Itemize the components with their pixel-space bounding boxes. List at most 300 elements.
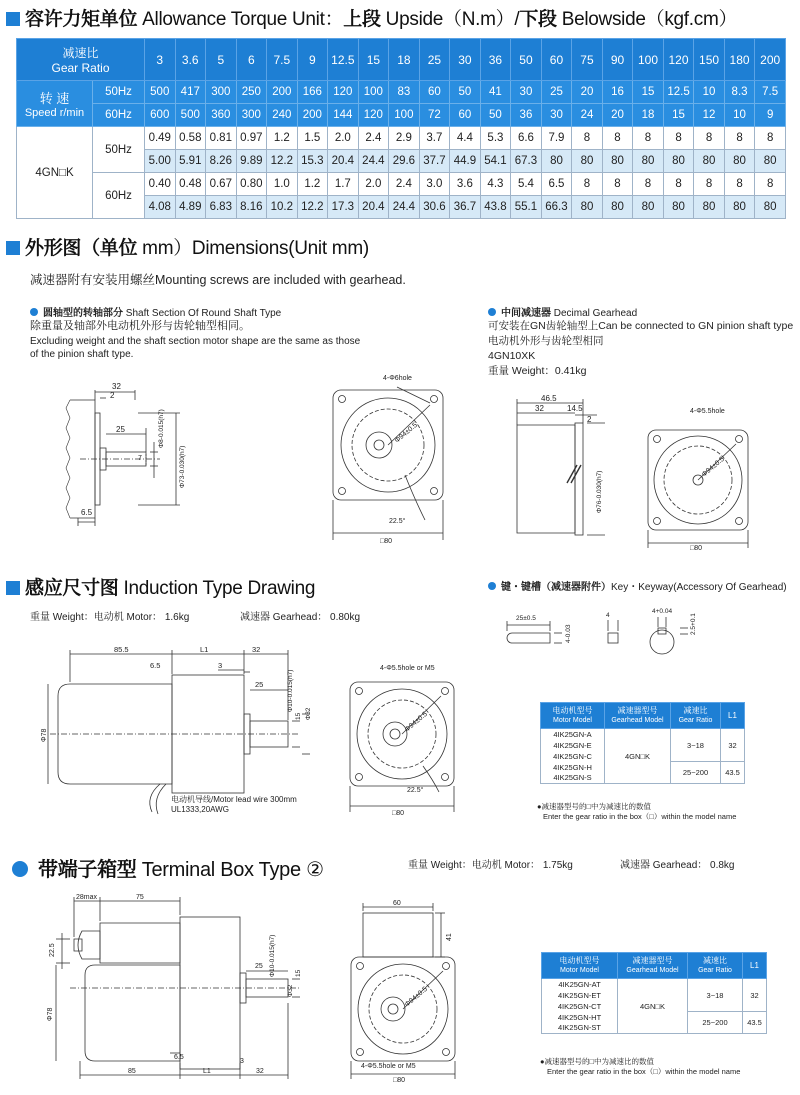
gearhead-model-cell: 4GN□K <box>618 979 688 1034</box>
ratio-cell: 25 <box>419 39 450 81</box>
decimal-desc-2: 电动机外形与齿轮型相同 <box>488 335 604 347</box>
torque-cell: 67.3 <box>511 150 542 173</box>
tb-4phi55: 4-Φ5.5hole or M5 <box>361 1063 416 1070</box>
torque-cell: 0.97 <box>236 127 267 150</box>
tb-15: 15 <box>295 969 302 977</box>
header-cn: 电动机型号 <box>552 705 593 715</box>
torque-cell: 8 <box>663 173 694 196</box>
torque-cell: 24.4 <box>389 196 420 219</box>
l1-cell: 32 <box>721 729 745 762</box>
round-shaft-desc-cn: 除重量及轴部外电动机外形与齿轮轴型相同。 <box>30 320 250 332</box>
torque-cell: 8 <box>572 127 603 150</box>
speed-cell: 300 <box>206 81 237 104</box>
motor-model-cell: 4IK25GN-ET <box>542 990 618 1001</box>
header-en: Motor Model <box>553 716 592 724</box>
torque-cell: 66.3 <box>541 196 572 219</box>
model-table-header <box>743 953 767 979</box>
model-table-header <box>541 703 605 729</box>
dim-sq80: □80 <box>380 538 393 545</box>
speed-cell: 60 <box>450 104 481 127</box>
ratio-cell: 5 <box>206 39 237 81</box>
torque-cell: 0.58 <box>175 127 206 150</box>
key-2-5: 2.5+0.1 <box>690 613 697 635</box>
torque-cell: 4.3 <box>480 173 511 196</box>
torque-cell: 8 <box>694 127 725 150</box>
torque-cell: 24.4 <box>358 150 389 173</box>
motor-model-cell: 4IK25GN-ST <box>542 1023 618 1034</box>
ratio-cell: 90 <box>602 39 633 81</box>
torque-cell: 20.4 <box>328 150 359 173</box>
tb-28max: 28max <box>76 894 98 901</box>
speed-cell: 15 <box>633 81 664 104</box>
torque-cell: 0.49 <box>145 127 176 150</box>
torque-cell: 37.7 <box>419 150 450 173</box>
speed-cell: 7.5 <box>755 81 786 104</box>
speed-cell: 10 <box>724 104 755 127</box>
torque-cell: 2.0 <box>358 173 389 196</box>
motor-model-cell: 4IK25GN-H <box>541 762 605 773</box>
torque-cell: 8 <box>755 127 786 150</box>
key-4a: 4-0.03 <box>565 624 572 643</box>
bullet-icon <box>488 308 496 316</box>
torque-cell: 80 <box>755 150 786 173</box>
speed-cell: 417 <box>175 81 206 104</box>
torque-cell: 8 <box>572 173 603 196</box>
ratio-cell: 3 <box>145 39 176 81</box>
torque-cell: 4.08 <box>145 196 176 219</box>
ind-4phi55: 4-Φ5.5hole or M5 <box>380 665 435 672</box>
key-25: 25±0.5 <box>516 615 536 622</box>
torque-cell: 8 <box>755 173 786 196</box>
bullet-icon <box>30 308 38 316</box>
torque-cell: 17.3 <box>328 196 359 219</box>
section-bullet-icon <box>12 861 28 877</box>
dim-32: 32 <box>112 382 121 391</box>
speed-cell: 200 <box>267 81 298 104</box>
model-note-en-2: Enter the gear ratio in the box（□）within the model name <box>547 1067 741 1076</box>
ind-15: 15 <box>295 712 302 720</box>
torque-cell: 12.2 <box>267 150 298 173</box>
torque-cell: 8 <box>663 127 694 150</box>
decimal-gearhead-heading: 中间减速器 Decimal Gearhead <box>488 304 637 319</box>
key-4b: 4 <box>606 612 610 619</box>
speed-cell: 50 <box>480 104 511 127</box>
dim-phi94b: Φ94±0.5 <box>700 455 726 479</box>
decimal-side-drawing <box>505 395 615 535</box>
torque-cell: 1.0 <box>267 173 298 196</box>
model-table-1 <box>540 702 745 784</box>
ind-phi94: Φ94±0.5 <box>403 710 429 734</box>
dim-phi73: Φ73-0.030(h7) <box>179 445 186 488</box>
model-table-2 <box>541 952 767 1034</box>
speed-cell: 8.3 <box>724 81 755 104</box>
ratio-cell: 150 <box>694 39 725 81</box>
ratio-cell: 12.5 <box>328 39 359 81</box>
speed-cell: 24 <box>572 104 603 127</box>
speed-cell: 500 <box>175 104 206 127</box>
torque-cell: 8 <box>724 127 755 150</box>
induction-title: 感应尺寸图 Induction Type Drawing <box>6 573 315 600</box>
speed-cell: 144 <box>328 104 359 127</box>
model-table-header <box>605 703 671 729</box>
ratio-cell: 3.6 <box>175 39 206 81</box>
speed-label <box>17 81 93 127</box>
ratio-cell: 120 <box>663 39 694 81</box>
header-en: Gear Ratio <box>678 716 713 724</box>
tb-32: 32 <box>256 1068 264 1075</box>
ratio-cell: 36 <box>480 39 511 81</box>
dim-phi94: Φ94±0.5 <box>393 421 419 445</box>
hz-torque-label: 60Hz <box>93 173 145 219</box>
ratio-cell: 100 <box>633 39 664 81</box>
torque-cell: 7.9 <box>541 127 572 150</box>
speed-cell: 25 <box>541 81 572 104</box>
ind-sq80: □80 <box>392 810 405 817</box>
dim-6-5: 6.5 <box>81 508 93 517</box>
torque-cell: 6.5 <box>541 173 572 196</box>
l1-cell: 43.5 <box>721 762 745 784</box>
model-note-en-1: Enter the gear ratio in the box（□）within the model name <box>543 812 737 821</box>
torque-cell: 80 <box>602 196 633 219</box>
screws-note: 减速器附有安装用螺丝Mounting screws are included with gearhead. <box>30 273 406 287</box>
torque-cell: 5.3 <box>480 127 511 150</box>
torque-cell: 80 <box>724 150 755 173</box>
tb-phi32: Φ32 <box>287 984 294 997</box>
tb-25: 25 <box>255 963 263 970</box>
torque-cell: 80 <box>694 196 725 219</box>
torque-cell: 1.7 <box>328 173 359 196</box>
tb-75: 75 <box>136 894 144 901</box>
ind-85-5: 85.5 <box>114 645 129 654</box>
speed-cell: 16 <box>602 81 633 104</box>
motor-model-cell: 4IK25GN-E <box>541 740 605 751</box>
torque-cell: 6.83 <box>206 196 237 219</box>
motor-model-cell: 4IK25GN-CT <box>542 1001 618 1012</box>
header-cn: 减速器型号 <box>632 955 673 965</box>
speed-cell: 100 <box>358 81 389 104</box>
torque-cell: 20.4 <box>358 196 389 219</box>
torque-cell: 80 <box>724 196 755 219</box>
header-cn: 电动机型号 <box>559 955 600 965</box>
tb-L1: L1 <box>203 1068 211 1075</box>
tb-phi10: Φ10-0.015(h7) <box>269 934 276 977</box>
terminal-weight-gear: 减速器 Gearhead： 0.8kg <box>620 860 735 871</box>
torque-cell: 9.89 <box>236 150 267 173</box>
gearhead-model-cell: 4GN□K <box>605 729 671 784</box>
speed-cell: 10 <box>694 81 725 104</box>
decimal-weight: 重量 Weight：0.41kg <box>488 365 587 377</box>
torque-cell: 8 <box>633 173 664 196</box>
section-square-icon <box>6 12 20 26</box>
ind-6-5: 6.5 <box>150 661 161 670</box>
torque-cell: 12.2 <box>297 196 328 219</box>
l1-cell: 32 <box>743 979 767 1012</box>
speed-cell: 166 <box>297 81 328 104</box>
torque-cell: 44.9 <box>450 150 481 173</box>
torque-cell: 54.1 <box>480 150 511 173</box>
torque-cell: 8 <box>633 127 664 150</box>
speed-cell: 60 <box>419 81 450 104</box>
speed-cell: 100 <box>389 104 420 127</box>
round-shaft-drawing <box>50 378 210 528</box>
torque-cell: 80 <box>633 150 664 173</box>
tb-phi94: Φ94±0.5 <box>403 985 429 1009</box>
decimal-model: 4GN10XK <box>488 350 536 362</box>
torque-cell: 4.89 <box>175 196 206 219</box>
ind-32: 32 <box>252 645 261 654</box>
torque-cell: 2.4 <box>358 127 389 150</box>
ratio-cell: 7.5 <box>267 39 298 81</box>
speed-cell: 9 <box>755 104 786 127</box>
ratio-range-cell: 3~18 <box>671 729 721 762</box>
tb-phi78: Φ78 <box>47 1007 54 1021</box>
header-cn: L1 <box>728 710 737 720</box>
model-label: 4GN□K <box>17 127 93 219</box>
torque-cell: 1.5 <box>297 127 328 150</box>
terminal-side-drawing <box>40 893 310 1083</box>
torque-cell: 5.00 <box>145 150 176 173</box>
dim-sq80b: □80 <box>690 545 703 552</box>
speed-cell: 12 <box>694 104 725 127</box>
l1-cell: 43.5 <box>743 1012 767 1034</box>
dimensions-title: 外形图（单位 mm）Dimensions(Unit mm) <box>6 233 369 260</box>
dim-7: 7 <box>138 455 142 462</box>
decimal-front-drawing <box>640 400 760 550</box>
model-table-header <box>542 953 618 979</box>
decimal-desc-1: 可安装在GN齿轮轴型上Can be connected to GN pinion shaft type <box>488 320 794 332</box>
dim-phi8: Φ8-0.015(h7) <box>158 409 165 448</box>
torque-cell: 0.81 <box>206 127 237 150</box>
ratio-cell: 15 <box>358 39 389 81</box>
ratio-cell: 60 <box>541 39 572 81</box>
speed-cell: 600 <box>145 104 176 127</box>
model-table-header <box>721 703 745 729</box>
speed-cell: 20 <box>602 104 633 127</box>
speed-cn: 转 速 <box>39 91 70 106</box>
torque-cell: 55.1 <box>511 196 542 219</box>
lead-wire-label-2: UL1333,20AWG <box>171 805 229 814</box>
torque-cell: 1.2 <box>297 173 328 196</box>
torque-cell: 8 <box>602 127 633 150</box>
speed-cell: 36 <box>511 104 542 127</box>
terminal-title: 带端子箱型 Terminal Box Type ② <box>12 853 324 882</box>
model-table-header <box>671 703 721 729</box>
hz-60-speed: 60Hz <box>93 104 145 127</box>
section-square-icon <box>6 581 20 595</box>
dim-14-5: 14.5 <box>567 404 583 413</box>
key-heading: 键・键槽（减速器附件）Key・Keyway(Accessory Of Gearhead) <box>488 578 787 593</box>
torque-cell: 3.0 <box>419 173 450 196</box>
speed-cell: 15 <box>663 104 694 127</box>
ind-phi10: Φ10-0.015(h7) <box>287 669 294 712</box>
ind-3: 3 <box>218 661 223 670</box>
dim-2: 2 <box>110 391 115 400</box>
speed-cell: 12.5 <box>663 81 694 104</box>
key-4c: 4+0.04 <box>652 608 673 615</box>
terminal-front-drawing <box>343 897 463 1082</box>
torque-cell: 0.67 <box>206 173 237 196</box>
torque-cell: 5.91 <box>175 150 206 173</box>
tb-sq80: □80 <box>393 1077 406 1084</box>
induction-front-drawing <box>345 660 465 820</box>
model-table-header <box>618 953 688 979</box>
speed-cell: 120 <box>328 81 359 104</box>
hz-50-speed: 50Hz <box>93 81 145 104</box>
header-cn: 减速比 <box>703 955 727 965</box>
torque-cell: 3.6 <box>450 173 481 196</box>
ind-phi78: Φ78 <box>41 728 48 742</box>
torque-cell: 2.4 <box>389 173 420 196</box>
ratio-cell: 30 <box>450 39 481 81</box>
tb-22-5: 22.5 <box>49 943 56 957</box>
ratio-cell: 9 <box>297 39 328 81</box>
motor-model-cell: 4IK25GN-C <box>541 751 605 762</box>
torque-cell: 80 <box>755 196 786 219</box>
header-cn: L1 <box>750 960 759 970</box>
speed-cell: 50 <box>450 81 481 104</box>
torque-cell: 80 <box>572 150 603 173</box>
torque-cell: 80 <box>633 196 664 219</box>
model-note-cn-2: ●减速器型号的□中为减速比的数值 <box>540 1057 655 1066</box>
section-square-icon <box>6 241 20 255</box>
ratio-range-cell: 25~200 <box>688 1012 743 1034</box>
speed-cell: 360 <box>206 104 237 127</box>
torque-cell: 0.40 <box>145 173 176 196</box>
round-shaft-desc-en1: Excluding weight and the shaft section motor shape are the same as those <box>30 336 361 347</box>
header-en: Gearhead Model <box>611 716 664 724</box>
torque-cell: 8.16 <box>236 196 267 219</box>
dim-2b: 2 <box>587 415 592 424</box>
tb-6-5: 6.5 <box>174 1054 184 1061</box>
torque-cell: 80 <box>663 196 694 219</box>
torque-cell: 80 <box>694 150 725 173</box>
round-shaft-desc-en2: of the pinion shaft type. <box>30 349 134 360</box>
torque-cell: 1.2 <box>267 127 298 150</box>
ratio-cell: 180 <box>724 39 755 81</box>
speed-cell: 30 <box>541 104 572 127</box>
torque-cell: 3.7 <box>419 127 450 150</box>
torque-cell: 2.0 <box>328 127 359 150</box>
ratio-range-cell: 25~200 <box>671 762 721 784</box>
speed-en: Speed r/min <box>24 107 85 119</box>
torque-cell: 80 <box>663 150 694 173</box>
torque-cell: 80 <box>541 150 572 173</box>
torque-cell: 6.6 <box>511 127 542 150</box>
ind-25: 25 <box>255 680 264 689</box>
motor-model-cell: 4IK25GN-HT <box>542 1012 618 1023</box>
header-en: Gear Ratio <box>698 966 732 974</box>
speed-cell: 120 <box>358 104 389 127</box>
front-view-drawing-1 <box>325 365 455 545</box>
torque-cell: 5.4 <box>511 173 542 196</box>
speed-cell: 300 <box>236 104 267 127</box>
torque-cell: 8 <box>602 173 633 196</box>
header-cn: 减速比 <box>683 705 708 715</box>
terminal-weight-motor: 重量 Weight：电动机 Motor： 1.75kg <box>408 860 573 871</box>
speed-cell: 500 <box>145 81 176 104</box>
gear-ratio-cn: 减速比 <box>62 46 99 60</box>
torque-cell: 80 <box>572 196 603 219</box>
hz-torque-label: 50Hz <box>93 127 145 173</box>
torque-cell: 43.8 <box>480 196 511 219</box>
model-note-cn-1: ●减速器型号的□中为减速比的数值 <box>537 802 652 811</box>
ind-L1: L1 <box>200 645 209 654</box>
speed-cell: 200 <box>297 104 328 127</box>
torque-cell: 10.2 <box>267 196 298 219</box>
speed-cell: 41 <box>480 81 511 104</box>
ratio-range-cell: 3~18 <box>688 979 743 1012</box>
ind-22-5: 22.5° <box>407 787 424 794</box>
dim-22-5: 22.5° <box>389 518 406 525</box>
motor-model-cell: 4IK25GN-A <box>541 729 605 740</box>
speed-cell: 83 <box>389 81 420 104</box>
torque-cell: 80 <box>602 150 633 173</box>
speed-cell: 18 <box>633 104 664 127</box>
motor-model-cell: 4IK25GN-S <box>541 773 605 784</box>
model-table-header <box>688 953 743 979</box>
gear-ratio-en: Gear Ratio <box>51 61 110 75</box>
speed-cell: 30 <box>511 81 542 104</box>
ratio-cell: 50 <box>511 39 542 81</box>
bullet-icon <box>488 582 496 590</box>
torque-table <box>16 38 786 219</box>
dim-4phi6: 4-Φ6hole <box>383 375 412 382</box>
dim-phi76: Φ76-0.030(h7) <box>596 470 603 513</box>
ind-phi32: Φ32 <box>305 707 312 720</box>
torque-cell: 2.9 <box>389 127 420 150</box>
dim-46-5: 46.5 <box>541 394 557 403</box>
tb-85: 85 <box>128 1068 136 1075</box>
induction-weight-gear: 减速器 Gearhead： 0.80kg <box>240 612 361 623</box>
ratio-cell: 200 <box>755 39 786 81</box>
torque-title: 容许力矩单位 Allowance Torque Unit：上段 Upside（N.m）/下段 Belowside（kgf.cm） <box>6 4 737 31</box>
torque-cell: 0.48 <box>175 173 206 196</box>
gear-ratio-header <box>17 39 145 81</box>
torque-cell: 8 <box>724 173 755 196</box>
speed-cell: 240 <box>267 104 298 127</box>
dim-4phi5-5: 4-Φ5.5hole <box>690 408 725 415</box>
ratio-cell: 6 <box>236 39 267 81</box>
torque-cell: 8.26 <box>206 150 237 173</box>
induction-side-drawing <box>40 642 310 820</box>
torque-cell: 15.3 <box>297 150 328 173</box>
tb-3: 3 <box>240 1058 244 1065</box>
torque-cell: 30.6 <box>419 196 450 219</box>
header-en: Gearhead Model <box>626 966 679 974</box>
speed-cell: 20 <box>572 81 603 104</box>
header-cn: 减速器型号 <box>617 705 658 715</box>
ratio-cell: 18 <box>389 39 420 81</box>
motor-model-cell: 4IK25GN-AT <box>542 979 618 990</box>
torque-cell: 36.7 <box>450 196 481 219</box>
torque-cell: 0.80 <box>236 173 267 196</box>
round-shaft-heading: 圆轴型的转轴部分 Shaft Section Of Round Shaft Type <box>30 304 281 319</box>
torque-cell: 29.6 <box>389 150 420 173</box>
speed-cell: 250 <box>236 81 267 104</box>
key-drawing <box>490 595 710 660</box>
tb-41: 41 <box>446 933 453 941</box>
ratio-cell: 75 <box>572 39 603 81</box>
dim-32b: 32 <box>535 404 544 413</box>
torque-cell: 8 <box>694 173 725 196</box>
header-en: Motor Model <box>560 966 599 974</box>
dim-25: 25 <box>116 425 125 434</box>
lead-wire-label: 电动机导线/Motor lead wire 300mm <box>171 795 297 804</box>
tb-60: 60 <box>393 900 401 907</box>
torque-cell: 4.4 <box>450 127 481 150</box>
induction-weight-motor: 重量 Weight：电动机 Motor： 1.6kg <box>30 612 190 623</box>
speed-cell: 72 <box>419 104 450 127</box>
